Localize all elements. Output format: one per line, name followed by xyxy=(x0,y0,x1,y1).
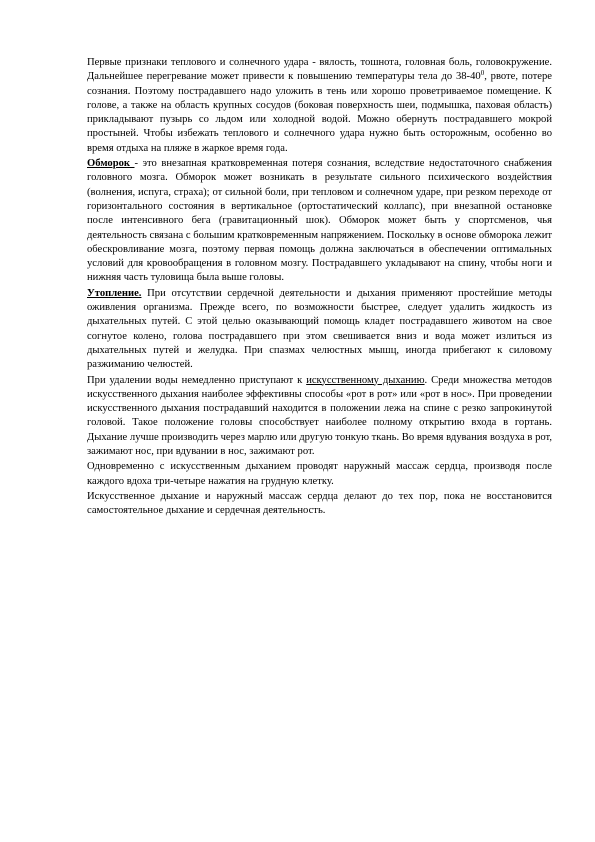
paragraph-text: Одновременно с искусственным дыханием проводят наружный массаж сердца, производя после каждого вдоха три-четыре нажатия на грудную клетку. xyxy=(87,461,552,487)
paragraph-text: - это внезапная кратковременная потеря сознания, вследствие недостаточного снабжения головного мозга. Обморок может возникать в результате сильного психического воздействия (волнения, испуга, страха); от сильной боли, при тепловом и солнечном ударе, при резком переходе от горизонтального состояния в вертикальное (ортостатический коллапс), при внезапной остановке после интенсивного бега (гравитационный шок). Обморок может быть у спортсменов, чья деятельность связана с большим кратковременным напряжением. Поскольку в основе обморока лежит обескровливание мозга, поэтому первая помощь должна заключаться в обеспечении оптимальных условий для кровообращения в головном мозгу. Пострадавшего укладывают на спину, чтобы ноги и нижняя часть туловища была выше головы. xyxy=(87,158,552,284)
paragraph-artificial-respiration xyxy=(87,374,552,460)
paragraph-text: Искусственное дыхание и наружный массаж сердца делают до тех пор, пока не восстановится самостоятельное дыхание и сердечная деятельность. xyxy=(87,490,552,517)
document-page xyxy=(87,56,552,520)
paragraph-text: , рвоте, потере сознания. Поэтому пострадавшего надо уложить в тень или хорошо проветриваемое помещение. К голове, а также на область крупных сосудов (боковая поверхность шеи, подмышка, паховая область) прикладывают пузырь со льдом или холодной водой. Можно обернуть пострадавшего мокрой простыней. Чтобы избежать теплового и солнечного удара нужно быть осторожным, особенно во время отдыха на пляже в жаркое время года. xyxy=(87,71,553,154)
paragraph-text: . Среди множества методов искусственного дыхания наиболее эффективны способы «рот в рот» или «рот в нос». При проведении искусственного дыхания пострадавший находится в положении лежа на спине с резко запрокинутой головой. Такое положение головы способствует наиболее полному открытию входа в гортань. Дыхание лучше производить через марлю или другую тонкую ткань. Во время вдувания воздуха в рот, зажимают нос, при вдувании в нос, зажимают рот. xyxy=(87,374,553,458)
paragraph-drowning xyxy=(87,287,552,373)
paragraph-until-recovery xyxy=(87,490,552,519)
paragraph-text: При отсутствии сердечной деятельности и дыхания применяют простейшие методы оживления организма. Прежде всего, по возможности быстрее, следует удалить жидкость из дыхательных путей. С этой целью оказывающий помощь кладет пострадавшего животом на свое согнутое колено, голова пострадавшего при этом свешивается вниз и вода может излиться из дыхательных путей и желудка. При спазмах челюстных мышц, иногда прибегают к силовому разжиманию челюстей. xyxy=(87,287,552,371)
paragraph-text: При удалении воды немедленно приступают к xyxy=(87,374,307,386)
term-fainting: Обморок xyxy=(87,158,135,170)
paragraph-fainting xyxy=(87,157,552,286)
paragraph-heat-stroke xyxy=(87,56,552,156)
artificial-respiration-link[interactable]: искусственному дыханию xyxy=(306,374,425,386)
paragraph-heart-massage xyxy=(87,460,552,489)
degree-superscript: 0 xyxy=(480,69,485,78)
paragraph-text: Первые признаки теплового и солнечного удара - вялость, тошнота, головная боль, головокружение. Дальнейшее перегревание может привести к повышению температуры тела до 38-40 xyxy=(87,57,552,83)
term-drowning: Утопление. xyxy=(87,287,142,299)
